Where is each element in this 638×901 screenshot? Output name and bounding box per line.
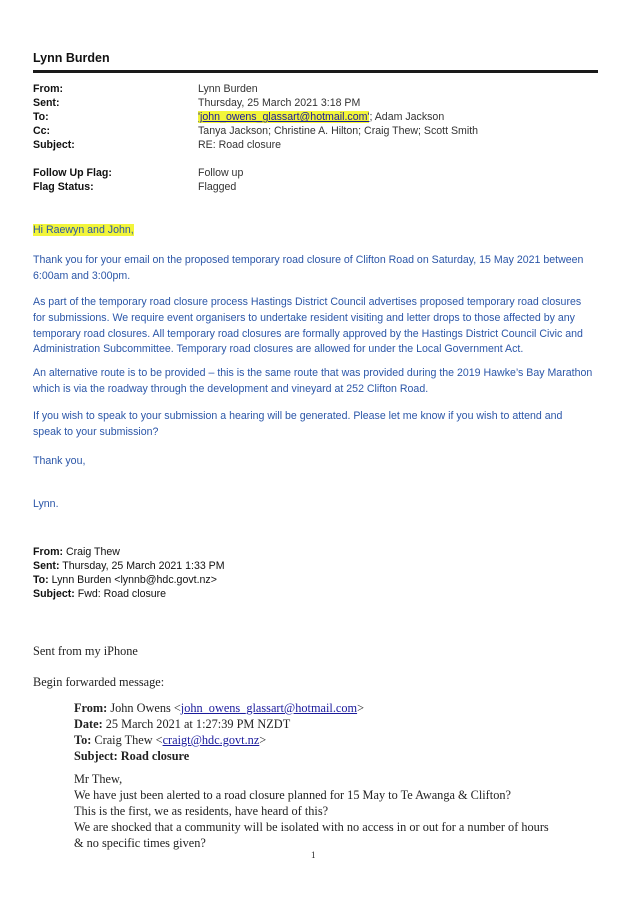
fwd-to-row bbox=[33, 573, 217, 587]
orig-to-row bbox=[74, 733, 266, 749]
greeting-text: Hi Raewyn and John, bbox=[33, 224, 134, 236]
orig-from-label: From: bbox=[74, 701, 108, 715]
flagstatus-label: Flag Status: bbox=[33, 181, 94, 193]
fwd-subject-value: Fwd: Road closure bbox=[77, 588, 167, 600]
to-email-link[interactable]: 'john_owens_glassart@hotmail.com' bbox=[198, 111, 370, 123]
body-paragraph-1: Thank you for your email on the proposed temporary road closure of Clifton Road on Saturday, 15 May 2021 between 6:00am and 3:00pm. bbox=[33, 254, 584, 282]
from-value: Lynn Burden bbox=[198, 83, 258, 95]
orig-to-end: > bbox=[259, 733, 267, 747]
orig-body-text-2: We are shocked that a community will be isolated with no access in or out for a number of hours & no specific times given? bbox=[74, 820, 549, 850]
fwd-to-value: Lynn Burden <lynnb@hdc.govt.nz> bbox=[51, 574, 217, 586]
iphone-signature: Sent from my iPhone bbox=[33, 644, 138, 658]
fwd-sent-label: Sent: bbox=[33, 560, 60, 572]
orig-from-row bbox=[74, 701, 364, 717]
orig-subject-row bbox=[74, 749, 189, 765]
flagstatus-value: Flagged bbox=[198, 181, 237, 193]
body-paragraph-2: As part of the temporary road closure process Hastings District Council advertises proposed temporary road closures for submissions. We require event organisers to undertake resident visiting and letter drops to those affected by any temporary road closures. All temporary road closures are formally approved by the Hastings District Council Civic and Administration Subcommittee. Temporary road closures are allowed for under the Local Government Act. bbox=[33, 296, 583, 356]
signoff: Lynn. bbox=[33, 498, 59, 510]
body-paragraph-4: If you wish to speak to your submission a hearing will be generated. Please let me know if you wish to attend and speak to your submission? bbox=[33, 410, 563, 438]
orig-from-email-link[interactable]: john_owens_glassart@hotmail.com bbox=[180, 701, 358, 715]
orig-to-label: To: bbox=[74, 733, 92, 747]
sent-label: Sent: bbox=[33, 97, 60, 109]
to-label: To: bbox=[33, 111, 49, 123]
orig-from-end: > bbox=[357, 701, 365, 715]
fwd-subject-label: Subject: bbox=[33, 588, 75, 600]
orig-subject-value: Road closure bbox=[120, 749, 190, 763]
greeting bbox=[33, 223, 593, 239]
cc-label: Cc: bbox=[33, 125, 51, 137]
subject-value: RE: Road closure bbox=[198, 139, 282, 151]
orig-subject-label: Subject: bbox=[74, 749, 118, 763]
orig-from-name: John Owens < bbox=[110, 701, 181, 715]
orig-to-email-link[interactable]: craigt@hdc.govt.nz bbox=[162, 733, 260, 747]
fwd-sent-row bbox=[33, 559, 225, 573]
cc-value: Tanya Jackson; Christine A. Hilton; Craig Thew; Scott Smith bbox=[198, 125, 479, 137]
fwd-subject-row bbox=[33, 587, 166, 601]
from-label: From: bbox=[33, 83, 64, 95]
fwd-from-value: Craig Thew bbox=[65, 546, 120, 558]
fwd-sent-value: Thursday, 25 March 2021 1:33 PM bbox=[62, 560, 225, 572]
followup-label: Follow Up Flag: bbox=[33, 167, 112, 179]
sender-name: Lynn Burden bbox=[33, 51, 110, 65]
orig-date-value: 25 March 2021 at 1:27:39 PM NZDT bbox=[105, 717, 291, 731]
orig-salutation: Mr Thew, bbox=[74, 772, 123, 786]
fwd-to-label: To: bbox=[33, 574, 49, 586]
to-value bbox=[198, 110, 444, 124]
orig-body-text: We have just been alerted to a road closure planned for 15 May to Te Awanga & Clifton? This is the first, we as residents, have heard of this? bbox=[74, 788, 511, 818]
to-rest: ; Adam Jackson bbox=[369, 111, 445, 123]
body-paragraph-3: An alternative route is to be provided – this is the same route that was provided during the 2019 Hawke’s Bay Marathon which is via the roadway through the development and vineyard at 252 Clifton Road. bbox=[33, 367, 593, 395]
fwd-from-row bbox=[33, 545, 120, 559]
fwd-from-label: From: bbox=[33, 546, 64, 558]
orig-date-row bbox=[74, 717, 290, 733]
orig-date-label: Date: bbox=[74, 717, 103, 731]
orig-to-name: Craig Thew < bbox=[94, 733, 163, 747]
page-number: 1 bbox=[311, 850, 316, 860]
followup-value: Follow up bbox=[198, 167, 244, 179]
sent-value: Thursday, 25 March 2021 3:18 PM bbox=[198, 97, 361, 109]
subject-label: Subject: bbox=[33, 139, 75, 151]
header-divider bbox=[33, 70, 598, 73]
begin-forwarded: Begin forwarded message: bbox=[33, 675, 165, 689]
thanks-line: Thank you, bbox=[33, 455, 86, 467]
